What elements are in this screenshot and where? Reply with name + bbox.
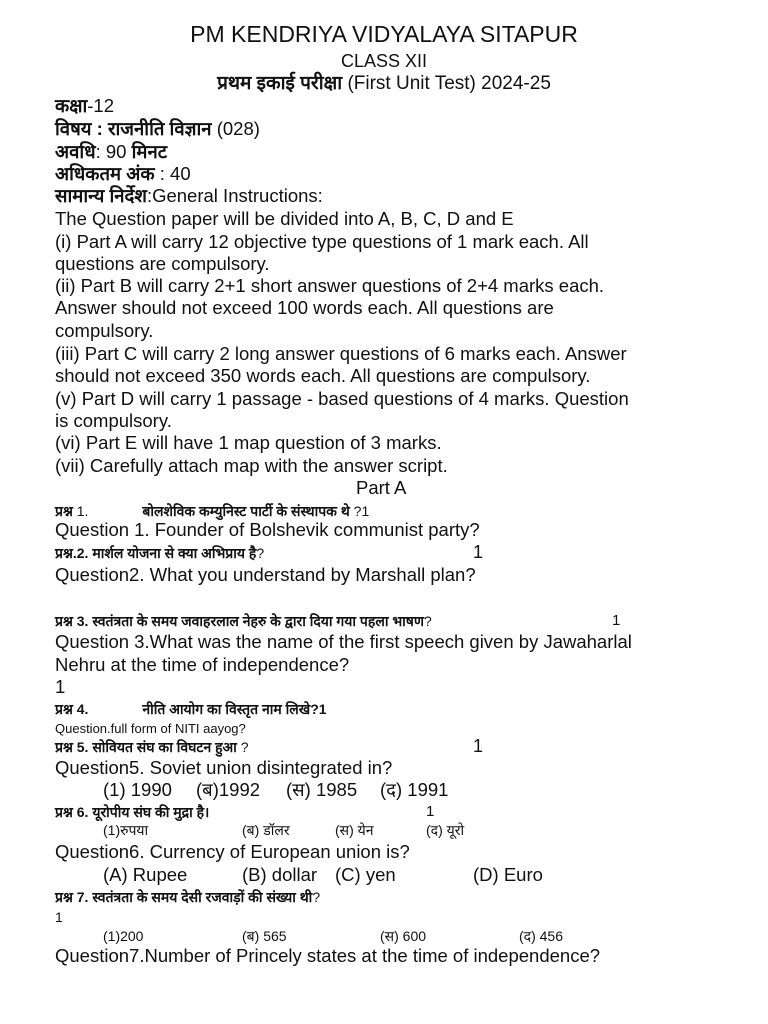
- question-1-english: Question 1. Founder of Bolshevik communist party?: [55, 519, 480, 540]
- option: (द) यूरो: [426, 822, 465, 838]
- instruction-line: questions are compulsory.: [55, 253, 270, 274]
- question-3-english: Question 3.What was the name of the first speech given by Jawaharlal: [55, 631, 632, 652]
- question-2-marks: 1: [473, 542, 484, 562]
- instruction-line: compulsory.: [55, 320, 154, 341]
- question-4-hindi: [55, 698, 327, 720]
- duration-value: : 90: [95, 141, 132, 162]
- class-line: [55, 95, 114, 117]
- instruction-line: (iii) Part C will carry 2 long answer questions of 6 marks each. Answer: [55, 343, 627, 364]
- question-7-english: Question7.Number of Princely states at the time of independence?: [55, 945, 601, 966]
- option: (C) yen: [335, 864, 396, 885]
- question-5-hindi: [55, 736, 249, 758]
- instructions-label-english: :General Instructions:: [146, 185, 323, 206]
- school-name: PM KENDRIYA VIDYALAYA SITAPUR: [190, 21, 578, 47]
- instruction-line: The Question paper will be divided into A, B, C, D and E: [55, 208, 514, 229]
- question-text: प्रश्न 7. स्वतंत्रता के समय देसी रजवाड़ों की संख्या थी: [55, 889, 313, 905]
- question-number: 1.: [72, 503, 89, 519]
- question-3-english: Nehru at the time of independence?: [55, 654, 350, 675]
- question-text: प्रश्न 5. सोवियत संघ का विघटन हुआ: [55, 739, 237, 755]
- part-a-heading: Part A: [356, 477, 407, 498]
- question-2-english: Question2. What you understand by Marshall plan?: [55, 564, 476, 585]
- question-symbol: ?: [256, 545, 265, 561]
- option: (ब)1992: [196, 779, 261, 800]
- option: (D) Euro: [473, 864, 543, 885]
- exam-title: [0, 72, 768, 96]
- instructions-heading: [55, 185, 323, 207]
- option: (1) 1990: [103, 779, 172, 800]
- question-mark: ?1: [349, 503, 370, 519]
- subject-code: (028): [211, 118, 260, 139]
- option: (ब) 565: [242, 928, 287, 944]
- max-marks-line: [55, 163, 191, 185]
- question-7-hindi: [55, 886, 320, 908]
- subject-label: विषय : राजनीति विज्ञान: [55, 118, 212, 139]
- question-3-marks: 1: [612, 612, 621, 629]
- duration-unit: मिनट: [131, 141, 168, 162]
- question-6-marks: 1: [426, 803, 435, 820]
- question-text: प्रश्न 3. स्वतंत्रता के समय जवाहरलाल नेहरु के द्वारा दिया गया पहला भाषण: [55, 613, 425, 629]
- instruction-line: (ii) Part B will carry 2+1 short answer questions of 2+4 marks each.: [55, 275, 605, 296]
- option: (ब) डॉलर: [242, 822, 290, 838]
- question-text: प्रश्न 6. यूरोपीय संघ की मुद्रा है।: [55, 804, 210, 820]
- instruction-line: (v) Part D will carry 1 passage - based questions of 4 marks. Question: [55, 388, 629, 409]
- class-heading: CLASS XII: [340, 51, 428, 71]
- option: (स) 600: [380, 928, 427, 944]
- instruction-line: should not exceed 350 words each. All questions are compulsory.: [55, 365, 591, 386]
- exam-title-hindi: प्रथम इकाई परीक्षा: [217, 73, 343, 94]
- question-prefix: प्रश्न: [55, 503, 73, 519]
- option: (स) 1985: [286, 779, 358, 800]
- exam-title-english: (First Unit Test) 2024-25: [342, 73, 551, 94]
- instruction-line: is compulsory.: [55, 410, 172, 431]
- question-prefix: प्रश्न 4.: [55, 701, 89, 717]
- question-2-hindi: [55, 542, 264, 564]
- question-text: नीति आयोग का विस्तृत नाम लिखे?1: [142, 701, 327, 717]
- duration-label: अवधि: [55, 141, 96, 162]
- question-5-marks: 1: [473, 736, 484, 756]
- duration-line: [55, 141, 167, 163]
- question-4-english: Question.full form of NITI aayog?: [55, 721, 246, 736]
- option: (स) येन: [335, 822, 374, 838]
- question-symbol: ?: [312, 889, 321, 905]
- max-marks-value: : 40: [154, 163, 191, 184]
- instruction-line: (i) Part A will carry 12 objective type questions of 1 mark each. All: [55, 231, 589, 252]
- option: (1)रुपया: [103, 822, 149, 838]
- question-symbol: ?: [424, 613, 432, 629]
- question-text: बोलशेविक कम्युनिस्ट पार्टी के संस्थापक थे: [142, 503, 350, 519]
- question-6-english: Question6. Currency of European union is?: [55, 841, 410, 862]
- class-value: -12: [87, 95, 115, 116]
- instruction-line: Answer should not exceed 100 words each. All questions are: [55, 297, 554, 318]
- option: (A) Rupee: [103, 864, 188, 885]
- question-symbol: ?: [236, 739, 249, 755]
- question-5-english: Question5. Soviet union disintegrated in?: [55, 757, 393, 778]
- instruction-line: (vi) Part E will have 1 map question of 3 marks.: [55, 432, 442, 453]
- subject-line: [55, 118, 260, 140]
- instruction-line: (vii) Carefully attach map with the answer script.: [55, 455, 448, 476]
- question-3-hindi: [55, 610, 432, 632]
- option: (1)200: [103, 928, 144, 944]
- instructions-label-hindi: सामान्य निर्देश: [55, 185, 147, 206]
- option: (B) dollar: [242, 864, 318, 885]
- class-label: कक्षा: [55, 95, 88, 116]
- question-3-english-marks: 1: [55, 676, 66, 697]
- option: (द) 1991: [380, 779, 449, 800]
- question-text: प्रश्न.2. मार्शल योजना से क्या अभिप्राय है: [55, 545, 257, 561]
- max-marks-label: अधिकतम अंक: [55, 163, 155, 184]
- question-7-marks: 1: [55, 909, 63, 925]
- option: (द) 456: [519, 928, 564, 944]
